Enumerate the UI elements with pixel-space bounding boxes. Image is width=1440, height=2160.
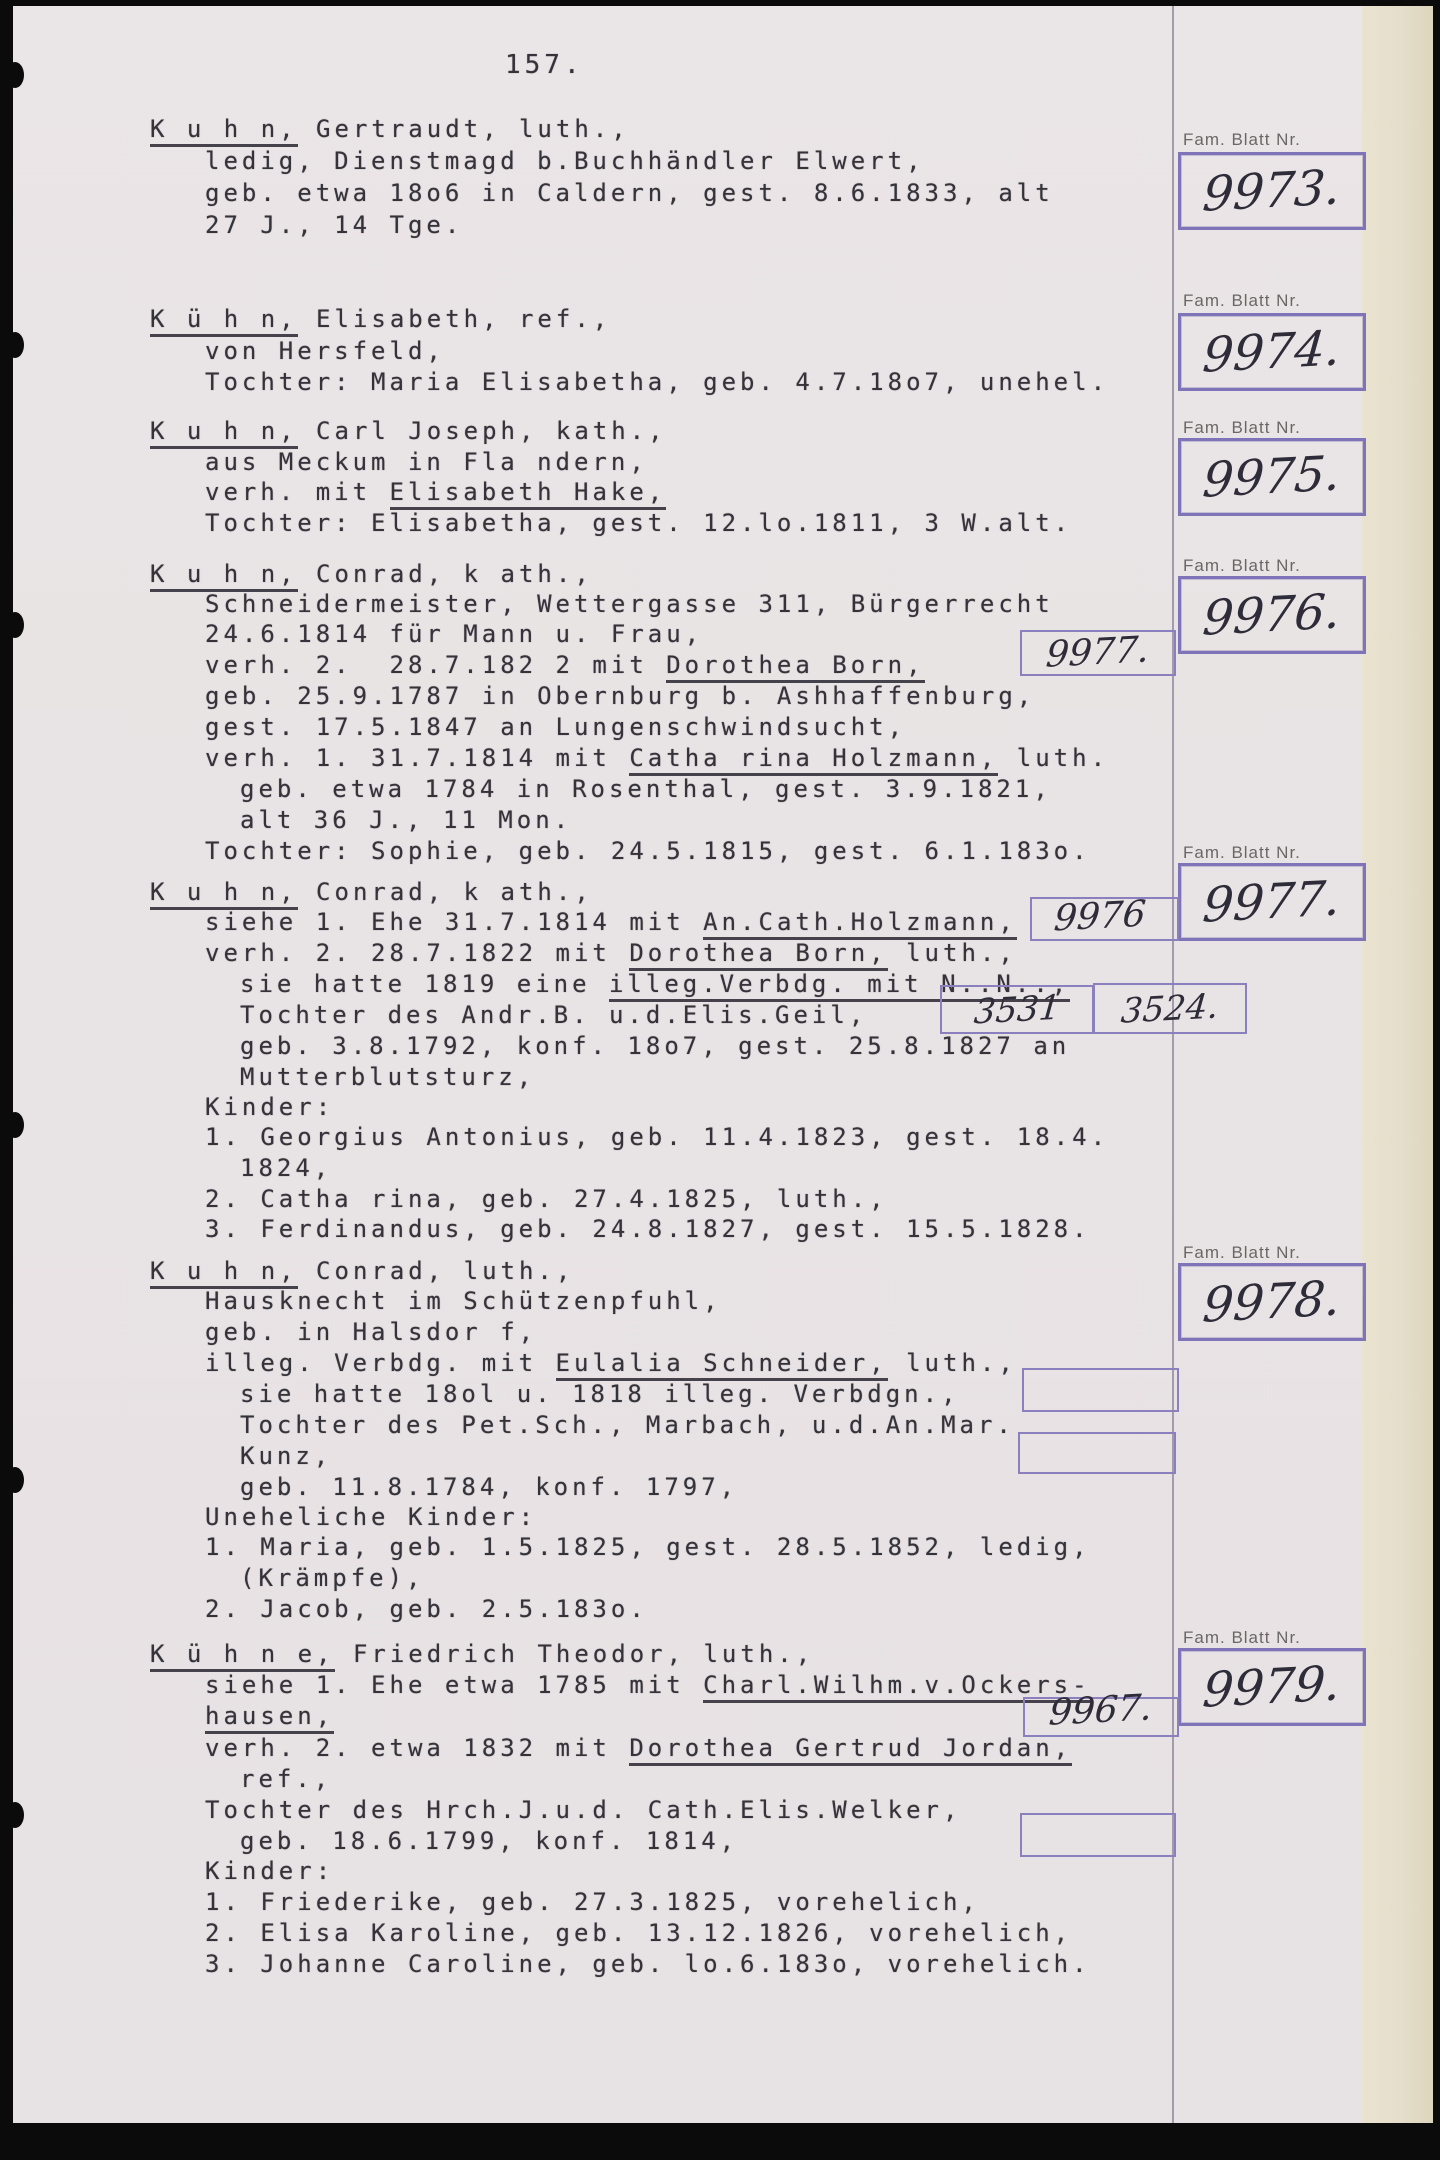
text-segment: Kinder: [205,1093,335,1121]
text-line-kuhn-gertraudt [205,211,463,241]
text-line-kuhn-conrad-luth [150,1257,574,1287]
text-line-kuhn-conrad-kath [205,620,703,650]
text-segment: (Krämpfe), [240,1564,425,1592]
crossref-number-box [1030,893,1179,941]
text-line-kuhn-conrad-luth [240,1564,425,1594]
underlined-name: illeg.Verbdg. mit N..N.., [609,970,1070,1002]
fam-blatt-nr-handwritten-value: 9975. [1200,445,1344,509]
text-line-kuhn-conrad-kath-2 [205,908,1017,938]
text-segment: 1. Friederike, geb. 27.3.1825, vorehelich, [205,1888,980,1916]
text-segment: verh. 2. 28.7.1822 mit [205,939,630,967]
text-segment: 3. Johanne Caroline, geb. lo.6.183o, vorehelich. [205,1950,1091,1978]
underlined-name: Dorothea Born, [666,651,924,683]
fam-blatt-nr-handwritten-value: 9973. [1200,159,1344,223]
text-line-kuhn-carl-joseph [205,509,1072,539]
text-line-kuhn-gertraudt [205,179,1054,209]
text-segment: verh. 1. 31.7.1814 mit [205,744,630,772]
crossref-empty-box [1020,1813,1176,1857]
underlined-name: K ü h n e, [150,1640,335,1672]
fam-blatt-nr-box [1178,1263,1366,1341]
underlined-name: Dorothea Born, [629,939,887,971]
scan-edge-top [0,0,1440,6]
text-segment: Tochter: Elisabetha, gest. 12.lo.1811, 3 W.alt. [205,509,1073,537]
text-segment: Gertraudt, luth., [297,115,630,143]
text-segment: Tochter des Andr.B. u.d.Elis.Geil, [240,1001,868,1029]
underlined-name: Catha rina Holzmann, [629,744,998,776]
text-segment: 27 J., 14 Tge. [205,211,464,239]
fam-blatt-nr-label: Fam. Blatt Nr. [1183,418,1301,437]
text-line-kuhn-conrad-kath-2 [240,1001,867,1031]
page-number: 157. [505,50,584,80]
text-segment: verh. 2. etwa 1832 mit [205,1734,630,1762]
text-line-kuhn-conrad-kath [205,713,906,743]
text-line-kuhn-gertraudt [150,115,630,145]
fam-blatt-nr-box [1178,152,1366,230]
text-line-kuhn-conrad-kath [205,744,1109,774]
underlined-name: K ü h n, [150,305,298,337]
text-line-kuehne-friedrich-theodor [205,1702,334,1732]
text-line-kuhn-conrad-luth [240,1411,1015,1441]
text-segment: Tochter des Pet.Sch., Marbach, u.d.An.Mar. [240,1411,1015,1439]
text-segment: gest. 17.5.1847 an Lungenschwindsucht, [205,713,907,741]
text-line-kuhn-conrad-luth [205,1349,1017,1379]
text-segment: geb. etwa 1784 in Rosenthal, gest. 3.9.1821, [240,775,1052,803]
text-segment: illeg. Verbdg. mit [205,1349,556,1377]
text-segment: alt 36 J., 11 Mon. [240,806,573,834]
text-segment: Mutterblutsturz, [240,1063,536,1091]
crossref-number-box [1023,1687,1179,1737]
text-line-kuhn-conrad-kath-2 [205,939,1017,969]
text-segment: Hausknecht im Schützenpfuhl, [205,1287,722,1315]
text-line-kuehne-friedrich-theodor [240,1765,332,1795]
crossref-number-box [940,985,1094,1034]
fam-blatt-nr-label: Fam. Blatt Nr. [1183,1243,1301,1262]
text-line-kuhn-conrad-kath-2 [205,1185,888,1215]
fam-blatt-nr-label: Fam. Blatt Nr. [1183,130,1301,149]
underlined-name: K u h n, [150,1257,298,1289]
underlined-name: K u h n, [150,560,298,592]
scan-edge-mark [6,62,24,88]
text-segment: geb. 3.8.1792, konf. 18o7, gest. 25.8.1827 an [240,1032,1071,1060]
text-line-kuehne-friedrich-theodor [240,1827,738,1857]
text-line-kuhn-conrad-kath-2 [205,1123,1109,1153]
text-segment: luth., [887,939,1017,967]
fam-blatt-nr-label: Fam. Blatt Nr. [1183,1628,1301,1647]
text-line-kuhn-conrad-kath [240,806,572,836]
underlined-name: Elisabeth Hake, [390,478,667,510]
text-segment: 2. Elisa Karoline, geb. 13.12.1826, vorehelich, [205,1919,1073,1947]
text-line-kuhn-conrad-luth [205,1287,722,1317]
underlined-name: K u h n, [150,417,298,449]
text-line-kuhn-carl-joseph [205,448,648,478]
scan-edge-bottom [0,2123,1440,2160]
text-line-kuehne-friedrich-theodor [205,1734,1072,1764]
text-line-kuhn-conrad-kath [205,837,1091,867]
fam-blatt-nr-handwritten-value: 9979. [1200,1655,1344,1719]
text-line-kuhn-conrad-luth [205,1595,648,1625]
text-segment: Tochter: Maria Elisabetha, geb. 4.7.18o7, unehel. [205,368,1110,396]
text-segment: sie hatte 1819 eine [240,970,609,998]
text-segment: 1824, [240,1154,333,1182]
text-segment: Tochter: Sophie, geb. 24.5.1815, gest. 6.1.183o. [205,837,1091,865]
fam-blatt-nr-box [1178,438,1366,516]
text-segment: luth. [998,744,1110,772]
text-line-kuehne-friedrich-theodor [205,1888,980,1918]
crossref-empty-box [1018,1432,1176,1474]
text-segment: Conrad, k ath., [297,560,593,588]
text-segment: Elisabeth, ref., [297,305,612,333]
text-segment: 1. Maria, geb. 1.5.1825, gest. 28.5.1852, ledig, [205,1533,1091,1561]
text-segment: verh. 2. 28.7.182 2 mit [205,651,667,679]
text-segment: von Hersfeld, [205,337,445,365]
crossref-handwritten-value: 9967. [1047,1687,1155,1734]
text-segment: 24.6.1814 für Mann u. Frau, [205,620,704,648]
text-line-kuhn-conrad-luth [240,1473,738,1503]
text-segment: Conrad, luth., [297,1257,575,1285]
text-segment: geb. 25.9.1787 in Obernburg b. Ashhaffenburg, [205,682,1036,710]
text-line-kuhn-carl-joseph [150,417,667,447]
text-line-kuehne-friedrich-theodor [205,1919,1072,1949]
text-line-kuhn-conrad-kath-2 [240,1154,332,1184]
text-segment: siehe 1. Ehe etwa 1785 mit [205,1671,704,1699]
scan-edge-mark [6,332,24,358]
text-line-kuhn-conrad-kath [205,590,1054,620]
text-segment: geb. in Halsdor f, [205,1318,538,1346]
text-segment: aus Meckum in Fla ndern, [205,448,648,476]
text-segment: Kunz, [240,1442,333,1470]
text-line-kuhn-conrad-luth [205,1533,1091,1563]
text-line-kuhn-conrad-luth [240,1380,960,1410]
fam-blatt-nr-label: Fam. Blatt Nr. [1183,556,1301,575]
crossref-number-box [1020,630,1176,676]
text-line-kuehne-friedrich-theodor [205,1857,334,1887]
scan-edge-mark [6,1467,24,1493]
text-line-kuhn-gertraudt [205,147,925,177]
text-segment: Tochter des Hrch.J.u.d. Cath.Elis.Welker, [205,1796,962,1824]
underlined-name: Dorothea Gertrud Jordan, [629,1734,1072,1766]
text-line-kuhn-carl-joseph [205,478,666,508]
text-segment: 2. Catha rina, geb. 27.4.1825, luth., [205,1185,888,1213]
text-line-kuehn-elisabeth [205,337,445,367]
text-segment: Carl Joseph, kath., [297,417,667,445]
fam-blatt-nr-handwritten-value: 9978. [1200,1270,1344,1334]
text-segment: ref., [240,1765,333,1793]
underlined-name: An.Cath.Holzmann, [703,908,1017,940]
underlined-name: Eulalia Schneider, [556,1349,888,1381]
fam-blatt-nr-box [1178,1648,1366,1726]
text-line-kuhn-conrad-luth [240,1442,332,1472]
text-segment: luth., [887,1349,1017,1377]
text-line-kuhn-conrad-kath-2 [240,1032,1070,1062]
fam-blatt-nr-box [1178,576,1366,654]
text-line-kuhn-conrad-kath [205,651,925,681]
fam-blatt-nr-handwritten-value: 9977. [1200,870,1344,934]
text-segment: Schneidermeister, Wettergasse 311, Bürgerrecht [205,590,1054,618]
text-line-kuhn-conrad-kath-2 [150,878,593,908]
text-line-kuhn-conrad-kath [240,775,1052,805]
fam-blatt-nr-label: Fam. Blatt Nr. [1183,843,1301,862]
text-segment: Conrad, k ath., [297,878,593,906]
text-line-kuhn-conrad-luth [205,1318,537,1348]
crossref-handwritten-value: 9977. [1044,629,1152,676]
underlined-name: Charl.Wilhm.v.Ockers- [703,1671,1090,1703]
text-segment: 2. Jacob, geb. 2.5.183o. [205,1595,648,1623]
scan-edge-mark [6,1112,24,1138]
text-segment: ledig, Dienstmagd b.Buchhändler Elwert, [205,147,925,175]
fam-blatt-nr-label: Fam. Blatt Nr. [1183,291,1301,310]
text-segment: geb. 11.8.1784, konf. 1797, [240,1473,739,1501]
text-line-kuhn-conrad-kath-2 [240,1063,535,1093]
underlined-name: K u h n, [150,115,298,147]
text-segment: 1. Georgius Antonius, geb. 11.4.1823, gest. 18.4. [205,1123,1110,1151]
text-segment: sie hatte 18ol u. 1818 illeg. Verbdgn., [240,1380,960,1408]
text-segment: Friedrich Theodor, luth., [334,1640,815,1668]
text-segment: siehe 1. Ehe 31.7.1814 mit [205,908,704,936]
text-line-kuehne-friedrich-theodor [150,1640,814,1670]
margin-rule [1172,6,1174,2123]
text-line-kuhn-conrad-luth [205,1503,537,1533]
text-line-kuhn-conrad-kath [150,560,593,590]
text-segment: verh. mit [205,478,390,506]
crossref-empty-box [1022,1368,1179,1412]
fam-blatt-nr-handwritten-value: 9976. [1200,583,1344,647]
scan-edge-mark [6,612,24,638]
text-line-kuehn-elisabeth [150,305,611,335]
text-line-kuehne-friedrich-theodor [205,1950,1091,1980]
text-segment: Uneheliche Kinder: [205,1503,538,1531]
crossref-number-box [1093,983,1247,1034]
underlined-name: hausen, [205,1702,334,1734]
fam-blatt-nr-handwritten-value: 9974. [1200,320,1344,384]
text-line-kuhn-conrad-kath [205,682,1035,712]
crossref-handwritten-value: 9976 [1051,893,1148,940]
scan-edge-right [1433,0,1440,2160]
text-segment: geb. etwa 18o6 in Caldern, gest. 8.6.1833, alt [205,179,1054,207]
crossref-handwritten-value: 3524. [1119,985,1221,1032]
text-line-kuehn-elisabeth [205,368,1109,398]
text-line-kuehne-friedrich-theodor [205,1796,961,1826]
fam-blatt-nr-box [1178,313,1366,391]
fam-blatt-nr-box [1178,863,1366,941]
text-segment: 3. Ferdinandus, geb. 24.8.1827, gest. 15.5.1828. [205,1215,1091,1243]
text-segment: geb. 18.6.1799, konf. 1814, [240,1827,739,1855]
scan-edge-left [0,0,13,2160]
text-line-kuehne-friedrich-theodor [205,1671,1091,1701]
underlined-name: K u h n, [150,878,298,910]
scan-edge-mark [6,1802,24,1828]
text-line-kuhn-conrad-kath-2 [205,1215,1091,1245]
text-segment: Kinder: [205,1857,335,1885]
crossref-handwritten-value: 3531 [972,987,1062,1032]
text-line-kuhn-conrad-kath-2 [205,1093,334,1123]
page-right-edge-shading [1362,0,1433,2160]
